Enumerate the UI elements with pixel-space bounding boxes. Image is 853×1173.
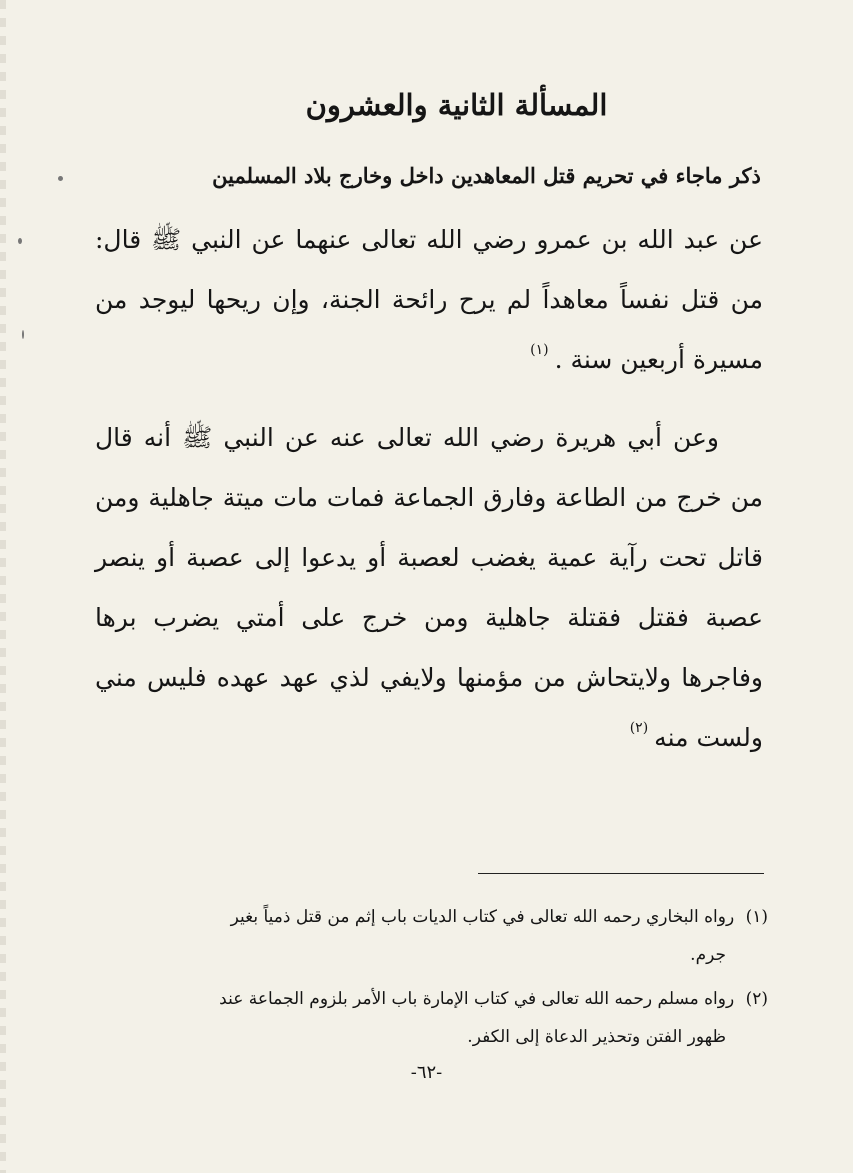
footnote-ref-1[interactable]: (١) — [530, 342, 549, 358]
footnote-number: (٢) — [745, 989, 768, 1009]
footnote-ref-2[interactable]: (٢) — [629, 720, 649, 736]
paper-edge — [0, 0, 6, 1173]
footnote-continuation: ظهور الفتن وتحذير الدعاة إلى الكفر. — [467, 1027, 726, 1047]
footnote-text: رواه البخاري رحمه الله تعالى في كتاب الديات باب إثم من قتل ذمياً بغير — [230, 907, 735, 927]
footnote-1 — [110, 898, 768, 974]
body-text — [95, 210, 763, 772]
paragraph-2 — [95, 408, 763, 772]
page-title: المسألة الثانية والعشرون — [305, 88, 608, 122]
footnote-2 — [110, 980, 768, 1056]
footnote-text: رواه مسلم رحمه الله تعالى في كتاب الإمارة باب الأمر بلزوم الجماعة عند — [219, 989, 735, 1009]
scan-speck — [18, 238, 22, 244]
page-number: -٦٢- — [410, 1062, 443, 1083]
paragraph-2-text: وعن أبي هريرة رضي الله تعالى عنه عن النبي ﷺ أنه قال من خرج من الطاعة وفارق الجماعة فمات مات ميتة جاهلية ومن قاتل تحت رآية عمية يغضب لعصبة أو يدعوا إلى عصبة أو ينصر عصبة فقتل فقتلة جاهلية ومن خرج على أمتي يضرب برها وفاجرها ولايتحاش من مؤمنها ولايفي لذي عهد عهده فليس مني ولست منه — [95, 423, 763, 752]
paragraph-1 — [95, 210, 763, 394]
footnote-continuation: جرم. — [690, 945, 726, 965]
footnotes — [110, 898, 768, 1062]
footnote-separator — [478, 873, 764, 874]
section-subtitle: ذكر ماجاء في تحريم قتل المعاهدين داخل وخارج بلاد المسلمين — [212, 163, 761, 188]
scan-speck — [22, 330, 24, 339]
paragraph-1-text: عن عبد الله بن عمرو رضي الله تعالى عنهما عن النبي ﷺ قال: من قتل نفساً معاهداً لم يرح رائحة الجنة، وإن ريحها ليوجد من مسيرة أربعين سنة . — [95, 225, 763, 374]
footnote-number: (١) — [745, 907, 768, 927]
